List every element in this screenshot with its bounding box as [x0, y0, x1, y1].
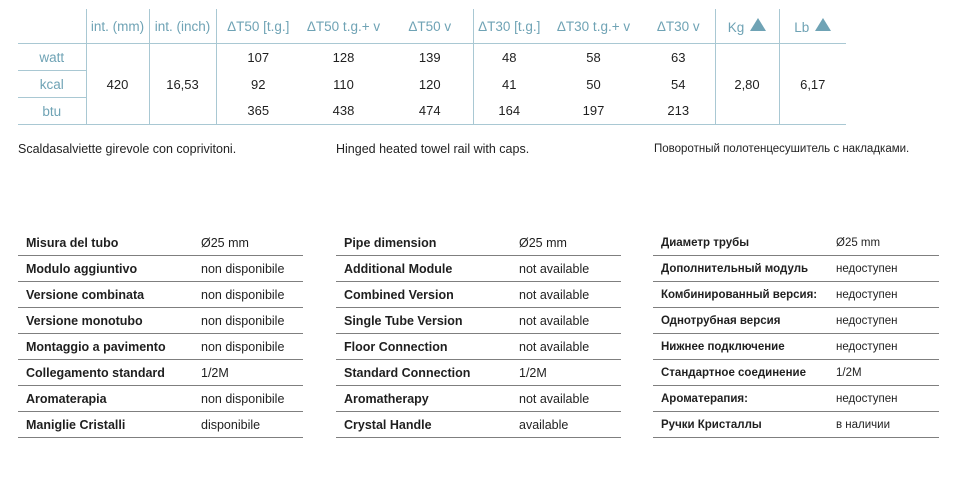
unit-label: watt: [18, 44, 86, 71]
spec-key: Single Tube Version: [336, 308, 511, 334]
spec-key: Versione combinata: [18, 282, 193, 308]
spec-value: non disponibile: [193, 256, 303, 282]
cell-value: 48: [473, 44, 545, 71]
header-lb-label: Lb: [794, 19, 810, 35]
spec-row: [18, 230, 303, 256]
spec-value: Ø25 mm: [511, 230, 621, 256]
spec-value: недоступен: [828, 256, 939, 282]
spec-row: [18, 360, 303, 386]
spec-value: 1/2M: [511, 360, 621, 386]
spec-value: non disponibile: [193, 386, 303, 412]
spec-row: [336, 230, 621, 256]
cell-value: 110: [333, 76, 354, 92]
cell-value: 92: [216, 71, 300, 98]
empty-corner: [18, 9, 86, 44]
spec-key: Ручки Кристаллы: [653, 412, 828, 438]
lb-value: 6,17: [779, 44, 846, 125]
spec-key: Ароматерапия:: [653, 386, 828, 412]
cell-value: 438: [300, 98, 387, 125]
header-dt50-tg: ΔT50 [t.g.]: [216, 9, 300, 44]
spec-row: [653, 230, 939, 256]
int-mm-value: 420: [86, 44, 149, 125]
spec-key: Additional Module: [336, 256, 511, 282]
spec-value: в наличии: [828, 412, 939, 438]
weight-icon: [750, 18, 766, 31]
cell-value: 54: [671, 76, 686, 92]
spec-key: Диаметр трубы: [653, 230, 828, 256]
spec-value: not available: [511, 386, 621, 412]
header-dt30-tgv: ΔT30 t.g.+ v: [556, 18, 631, 34]
spec-key: Однотрубная версия: [653, 308, 828, 334]
spec-value: 1/2M: [828, 360, 939, 386]
header-kg: [715, 9, 779, 44]
spec-key: Versione monotubo: [18, 308, 193, 334]
spec-row: [336, 308, 621, 334]
spec-row: [653, 334, 939, 360]
weight-icon: [815, 18, 831, 31]
header-lb: [779, 9, 846, 44]
int-inch-value: 16,53: [149, 44, 216, 125]
header-kg-label: Kg: [727, 19, 745, 35]
spec-key: Комбинированный версия:: [653, 282, 828, 308]
spec-value: Ø25 mm: [828, 230, 939, 256]
spec-key: Aromaterapia: [18, 386, 193, 412]
spec-table-en: [336, 230, 621, 438]
spec-row: [18, 386, 303, 412]
spec-key: Floor Connection: [336, 334, 511, 360]
spec-row: [336, 386, 621, 412]
header-int-mm: int. (mm): [86, 9, 149, 44]
cell-value: 107: [216, 44, 300, 71]
cell-value: 41: [473, 71, 545, 98]
spec-value: недоступен: [828, 282, 939, 308]
table-row: [18, 44, 846, 71]
spec-row: [336, 334, 621, 360]
spec-value: non disponibile: [193, 308, 303, 334]
spec-key: Modulo aggiuntivo: [18, 256, 193, 282]
spec-row: [18, 412, 303, 438]
spec-row: [653, 386, 939, 412]
spec-row: [653, 282, 939, 308]
spec-value: disponibile: [193, 412, 303, 438]
description-en: Hinged heated towel rail with caps.: [336, 142, 530, 156]
spec-value: 1/2M: [193, 360, 303, 386]
spec-row: [653, 308, 939, 334]
spec-key: Дополнительный модуль: [653, 256, 828, 282]
unit-label: kcal: [18, 71, 86, 98]
cell-value: 63: [642, 44, 715, 71]
cell-value: 164: [473, 98, 545, 125]
spec-value: non disponibile: [193, 282, 303, 308]
spec-key: Standard Connection: [336, 360, 511, 386]
cell-value: 139: [387, 44, 473, 71]
spec-row: [18, 308, 303, 334]
spec-value: Ø25 mm: [193, 230, 303, 256]
spec-key: Crystal Handle: [336, 412, 511, 438]
spec-key: Pipe dimension: [336, 230, 511, 256]
cell-value: 58: [545, 44, 642, 71]
spec-row: [653, 256, 939, 282]
spec-value: not available: [511, 282, 621, 308]
header-dt30-tg: ΔT30 [t.g.]: [473, 9, 545, 44]
spec-table-it: [18, 230, 303, 438]
spec-row: [336, 282, 621, 308]
spec-value: not available: [511, 256, 621, 282]
cell-value: 128: [300, 44, 387, 71]
spec-row: [18, 256, 303, 282]
spec-value: недоступен: [828, 334, 939, 360]
header-dt50-tgv: ΔT50 t.g.+ v: [306, 18, 381, 34]
spec-value: недоступен: [828, 308, 939, 334]
cell-value: 50: [586, 76, 601, 92]
spec-key: Collegamento standard: [18, 360, 193, 386]
spec-row: [18, 282, 303, 308]
spec-value: not available: [511, 308, 621, 334]
spec-key: Combined Version: [336, 282, 511, 308]
spec-key: Montaggio a pavimento: [18, 334, 193, 360]
spec-key: Misura del tubo: [18, 230, 193, 256]
spec-key: Нижнее подключение: [653, 334, 828, 360]
spec-row: [653, 412, 939, 438]
cell-value: 365: [216, 98, 300, 125]
spec-table-ru: [653, 230, 939, 438]
spec-key: Aromatherapy: [336, 386, 511, 412]
cell-value: 120: [418, 76, 441, 92]
spec-row: [336, 256, 621, 282]
cell-value: 197: [545, 98, 642, 125]
spec-row: [336, 360, 621, 386]
header-dt50-v: ΔT50 v: [408, 18, 452, 34]
spec-value: недоступен: [828, 386, 939, 412]
unit-label: btu: [18, 98, 86, 125]
spec-key: Стандартное соединение: [653, 360, 828, 386]
description-ru: Поворотный полотенцесушитель с накладками.: [654, 143, 910, 155]
cell-value: 213: [642, 98, 715, 125]
spec-row: [653, 360, 939, 386]
performance-header-row: [18, 9, 846, 44]
spec-value: not available: [511, 334, 621, 360]
header-int-inch: int. (inch): [149, 9, 216, 44]
header-dt30-v: ΔT30 v: [656, 18, 700, 34]
spec-value: available: [511, 412, 621, 438]
spec-value: non disponibile: [193, 334, 303, 360]
spec-row: [18, 334, 303, 360]
kg-value: 2,80: [715, 44, 779, 125]
cell-value: 474: [387, 98, 473, 125]
spec-row: [336, 412, 621, 438]
spec-key: Maniglie Cristalli: [18, 412, 193, 438]
description-it: Scaldasalviette girevole con coprivitoni.: [18, 142, 237, 156]
performance-table: [18, 9, 846, 125]
